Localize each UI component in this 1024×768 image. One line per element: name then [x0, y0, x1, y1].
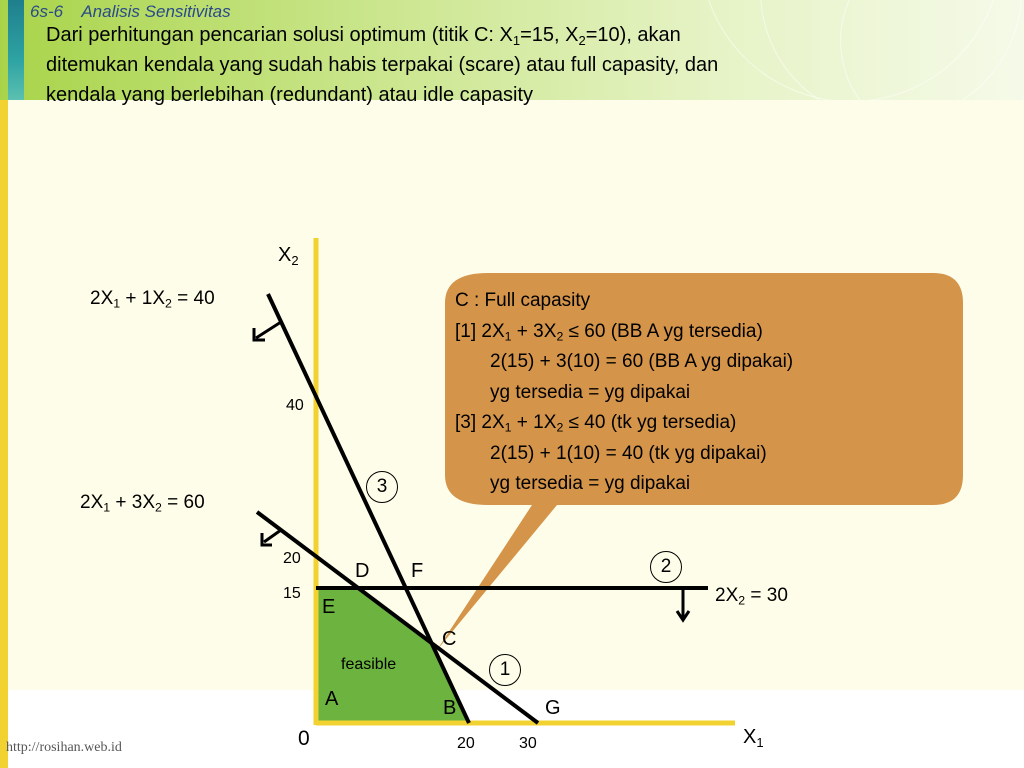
slide-title-text: Analisis Sensitivitas: [81, 2, 231, 21]
subscript: 1: [512, 32, 521, 48]
callout-text: [455, 286, 793, 500]
intro-line: ditemukan kendala yang sudah habis terpakai (scare) atau full capasity, dan: [46, 54, 719, 76]
arrow-icon: [677, 590, 689, 620]
origin-label: 0: [298, 727, 310, 750]
tick-label-y15: 15: [283, 585, 301, 602]
tick-label-x20: 20: [457, 735, 475, 752]
callout-title: C : Full capasity: [455, 290, 591, 311]
constraint-label-1: $2X_1 + 1X_2 = 40$: [90, 288, 215, 311]
point-label-E: E: [322, 596, 336, 618]
feasible-region-label: feasible: [341, 656, 397, 673]
tick-label-x30: 30: [519, 735, 537, 752]
tick-label-y20: 20: [283, 550, 301, 567]
point-label-F: F: [411, 560, 424, 582]
point-label-C: C: [442, 628, 457, 650]
point-label-D: D: [355, 560, 370, 582]
callout-line: 2(15) + 3(10) = 60 (BB A yg dipakai): [490, 351, 794, 372]
constraint-label-2: $2X_1 + 3X_2 = 60$: [80, 492, 205, 515]
callout-line: 2(15) + 1(10) = 40 (tk yg dipakai): [490, 442, 767, 464]
point-label-G: G: [545, 697, 561, 719]
callout-line: [3] $2X_1 + 1X_2 \le 40$ (tk yg tersedia): [455, 412, 737, 435]
arrow-icon: [262, 530, 281, 545]
tick-label-y40: 40: [286, 397, 304, 414]
arrow-icon: [254, 322, 281, 340]
callout-line: [1] $2X_1 + 3X_2 \le 60$ (BB A yg tersedia): [455, 320, 763, 344]
intro-line: kendala yang berlebihan (redundant) atau idle capasity: [46, 84, 534, 106]
constraint-label-3: $2X_2 = 30$: [715, 585, 788, 608]
circled-number-1: 1: [489, 654, 521, 686]
point-label-A: A: [325, 688, 339, 710]
callout-line: yg tersedia = yg dipakai: [490, 381, 691, 403]
subscript: 2: [578, 32, 586, 48]
callout-line: yg tersedia = yg dipakai: [490, 473, 691, 494]
circled-number-2: 2: [650, 551, 682, 583]
circled-number-3: 3: [366, 471, 398, 503]
intro-line: Dari perhitungan pencarian solusi optimum (titik C: $X_1=15$, $X_2=10$), akan: [46, 24, 681, 48]
y-axis-label: $X_2$: [278, 244, 299, 268]
footer-url: http://rosihan.web.id: [6, 740, 122, 755]
point-label-B: B: [443, 697, 457, 719]
slide-number: 6s-6: [30, 2, 64, 21]
x-axis-label: $X_1$: [743, 726, 764, 750]
